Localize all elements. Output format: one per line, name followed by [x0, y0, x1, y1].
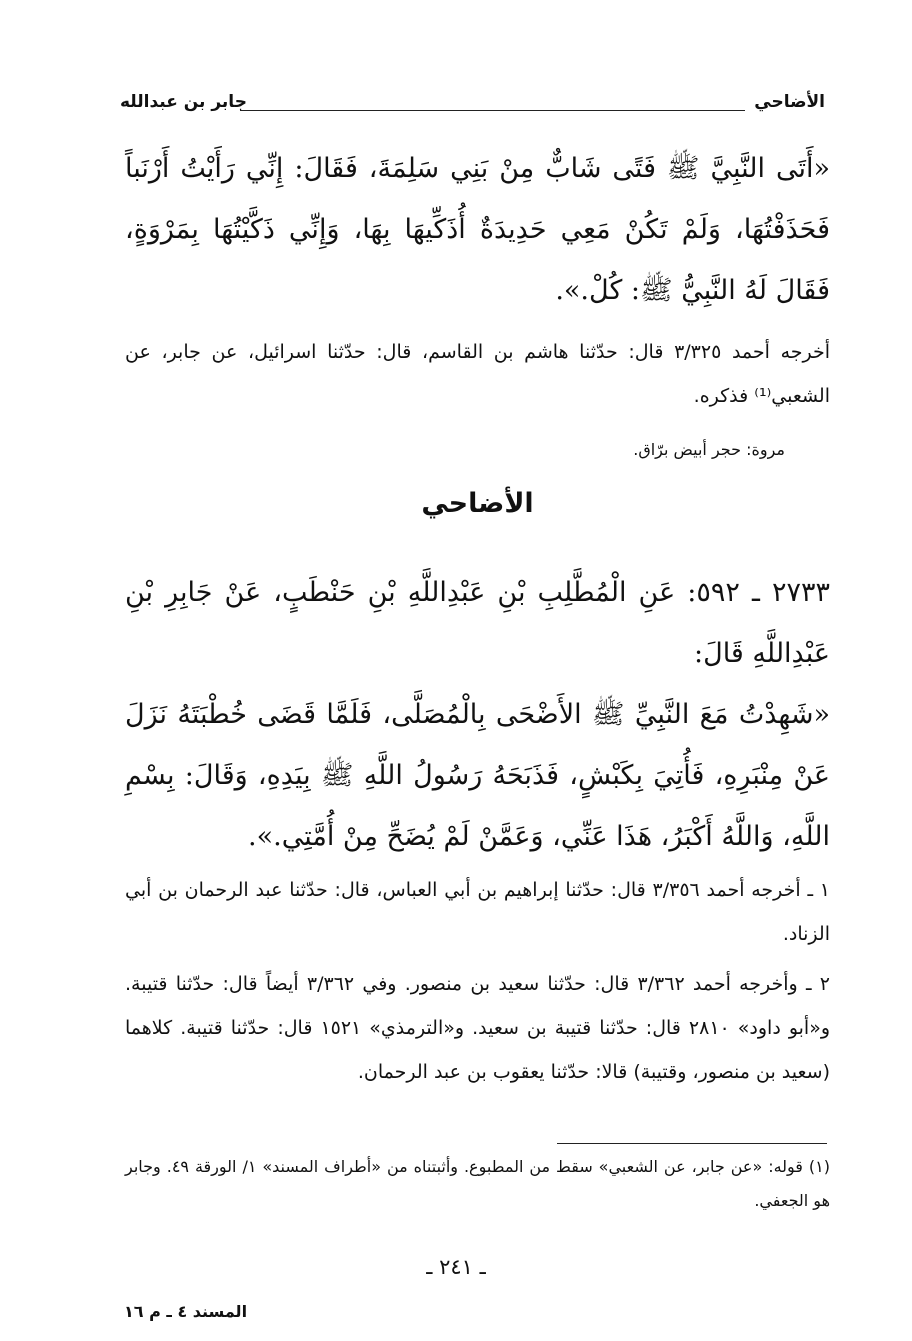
hadith-text-1: «أَتَى النَّبِيَّ ﷺ فَتًى شَابٌّ مِنْ بَنِي سَلِمَةَ، فَقَالَ: إِنِّي رَأَيْتُ أَرْنَباً فَحَذَفْتُهَا، وَلَمْ تَكُنْ مَعِي حَدِيدَةٌ أُذَكِّيهَا بِهَا، وَإِنِّي ذَكَّيْتُهَا بِمَرْوَةٍ، فَقَالَ لَهُ النَّبِيُّ ﷺ: كُلْ.». — [125, 153, 830, 306]
footnote-rule — [557, 1143, 827, 1144]
takhrij-1: أخرجه أحمد ٣/٣٢٥ قال: حدّثنا هاشم بن القاسم، قال: حدّثنا اسرائيل، عن جابر، عن الشعبي⁽¹⁾ فذكره. — [125, 341, 831, 407]
hadith-isnad-2: ٢٧٣٣ ـ ٥٩٢: عَنِ الْمُطَّلِبِ بْنِ عَبْدِاللَّهِ بْنِ حَنْطَبٍ، عَنْ جَابِرِ بْنِ عَبْدِاللَّهِ قَالَ: — [125, 577, 831, 669]
hadith-text-2: «شَهِدْتُ مَعَ النَّبِيِّ ﷺ الأَضْحَى بِالْمُصَلَّى، فَلَمَّا قَضَى خُطْبَتَهُ نَزَلَ عَنْ مِنْبَرِهِ، فَأُتِيَ بِكَبْشٍ، فَذَبَحَهُ رَسُولُ اللَّهِ ﷺ بِيَدِهِ، وَقَالَ: بِسْمِ اللَّهِ، وَاللَّهُ أَكْبَرُ، هَذَا عَنِّي، وَعَمَّنْ لَمْ يُضَحِّ مِنْ أُمَّتِي.». — [125, 699, 830, 852]
takhrij-2-item-2: ٢ ـ وأخرجه أحمد ٣/٣٦٢ قال: حدّثنا سعيد بن منصور. وفي ٣/٣٦٢ أيضاً قال: حدّثنا قتيبة. و«أبو داود» ٢٨١٠ قال: حدّثنا قتيبة بن سعيد. و«الترمذي» ١٥٢١ قال: حدّثنا قتيبة. كلاهما (سعيد بن منصور، وقتيبة) قالا: حدّثنا يعقوب بن عبد الرحمان. — [125, 973, 831, 1083]
gloss-note: مروة: حجر أبيض برّاق. — [633, 440, 785, 459]
page-number: ـ ٢٤١ ـ — [426, 1255, 486, 1279]
printer-signature: المسند ٤ ـ م ١٦ — [124, 1302, 248, 1321]
chapter-title: الأضاحي — [421, 488, 534, 519]
header-section-title: الأضاحي — [754, 92, 825, 112]
running-header — [120, 92, 825, 122]
footnote: (١) قوله: «عن جابر، عن الشعبي» سقط من المطبوع. وأثبتناه من «أطراف المسند» ١/ الورقة ٤٩. وجابر هو الجعفي. — [125, 1157, 830, 1210]
header-narrator: جابر بن عبدالله — [120, 92, 247, 112]
header-rule — [240, 110, 745, 111]
takhrij-2-item-1: ١ ـ أخرجه أحمد ٣/٣٥٦ قال: حدّثنا إبراهيم بن أبي العباس، قال: حدّثنا عبد الرحمان بن أبي الزناد. — [125, 879, 830, 945]
